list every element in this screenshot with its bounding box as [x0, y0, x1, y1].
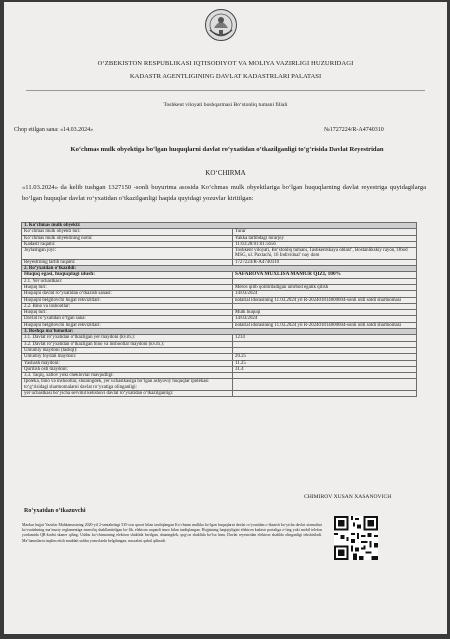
- section-title: 2. Ro‘yxatdan o‘tkazildi:: [22, 266, 417, 272]
- field-value: [233, 391, 417, 397]
- intro-paragraph: «11.03.2024» da kelib tushgan 1327150 -sonli buyurtma asosida Ko‘chmas mulk obyektlariga bo‘lgan huquqlarning davlat reyestriga quyidagilarga bo‘lgan huquqlar davlat ro‘yxatidan o‘tkazilganligi haqida quyidagi yozuvlar kiritilgan:: [22, 184, 426, 202]
- field-value: notarial idorasining 11.03.2024 yil R-202401814000604-sonli oldi sotdi shartnomasi: [233, 322, 417, 328]
- field-label: Kadastr raqami:: [22, 241, 233, 247]
- agency-title: KADASTR AGENTLIGINING DAVLAT KADASTRLARI PALATASI: [129, 73, 322, 80]
- field-value: 1727224/R-A4740310: [233, 259, 417, 265]
- field-value: Meros qilib qoldiriladigan umrbod egalik qilish: [233, 284, 417, 290]
- field-value: Turar: [233, 229, 417, 235]
- branch-name: Toshkent viloyati boshqarmasi Bo‘stonliq tumani filiali: [163, 102, 288, 108]
- field-label: 3.1. Davlat ro‘yxatidan o‘tkazilgan yer maydoni (kv.m.):: [22, 335, 233, 341]
- header-divider: [26, 90, 425, 91]
- field-label: Huquqni belgilovchi hujjat rekvizitlari:: [22, 322, 233, 328]
- field-value: SAFAROVA MUXLISA MAMUR QIZI, 100%: [233, 272, 417, 278]
- document-subject: Ko‘chmas mulk obyektiga bo‘lgan huquqlarni davlat ro‘yxatidan o‘tkazilganligi to‘g‘risida Davlat Reyestridan: [70, 146, 384, 153]
- state-emblem-icon: [204, 8, 238, 42]
- field-label: Huquq turi:: [22, 310, 233, 316]
- field-value: 14/03/2024: [233, 316, 417, 322]
- field-value: 31.4: [233, 366, 417, 372]
- field-label: Huquqni belgilovchi hujjat rekvizitlari:: [22, 297, 233, 303]
- field-value: Mulk huquqi: [233, 310, 417, 316]
- table-row: [22, 391, 417, 397]
- document-type: KO‘CHIRMA: [205, 169, 246, 177]
- field-label: 3.3. Taqiq, xatlov yoki cheklovlar mavjudligi:: [22, 373, 233, 379]
- document-page: [4, 2, 447, 634]
- field-label: Huquqni davlat ro‘yxatidan o‘tkazish sanasi:: [22, 291, 233, 297]
- field-label: 2.2. Bino va inshootlar:: [22, 303, 233, 309]
- field-label: yer uchastkasi bo‘yicha servitut kelishuvi davlat ro‘yxatidan o‘tkazilganligi:: [22, 391, 233, 397]
- field-label: Huquq turi:: [22, 284, 233, 290]
- field-value: 11.25: [233, 360, 417, 366]
- field-label: Yashash maydoni:: [22, 360, 233, 366]
- section-title: 3. Boshqa ma’lumotlar:: [22, 329, 417, 335]
- field-label: Huquq egasi, huquqdagi ulush:: [22, 272, 233, 278]
- field-value: Toshkent viloyati, Bo‘stonliq tumani, Tashkentskaya oblast’, Bostanlikskiy rayon, Obod MSG, ul. Paxtachi, 16 Individual’ nay dom: [233, 248, 417, 260]
- field-label: Umumiy maydoni (tashqi):: [22, 347, 233, 353]
- qr-code-icon[interactable]: [334, 516, 378, 560]
- table-row: [22, 379, 417, 391]
- field-value: 1214: [233, 335, 417, 341]
- field-value: [233, 379, 417, 391]
- field-value: Yakka tartibdagi turarjoy: [233, 235, 417, 241]
- field-label: Davlat ro‘yxatidan o‘tgan sana:: [22, 316, 233, 322]
- legal-footnote: Mazkur hujjat Vazirlar Mahkamasining 2020-yil 2-sentabrdagi 535-son qarori bilan tasdiqlangan Ko‘chmas mulkka bo‘lgan huquqlarni davlat ro‘yxatidan o‘tkazish bo‘yicha davlat xizmatlari ko‘rsatishning ma’muriy reglamentiga muvofiq shakllantirilgan bo‘lib, elektron raqamli imzo bilan tasdiqlangan. Hujjatning haqiqiyligini elektron kadastr portaliga o‘ting yoki mobil telefon yordamida QR-kodni skaner qiling. Ushbu ko‘chirmaning elektron shaklida berilgan, shuningdek, qog‘oz shaklida bo‘lsa ham, Davlat reyestridan elektron shaklda olinganligi tekshiriladi. Ma’lumotlarni taqdim etish muddati ushbu yozuvlarda belgilangan, nusxalari qabul qilinadi.: [22, 523, 322, 543]
- field-value: 11:03:28:01:01:5656: [233, 241, 417, 247]
- table-row: [22, 248, 417, 260]
- field-label: 3.2. Davlat ro‘yxatidan o‘tkazilgan bino va inshootlar maydoni (kv.m.):: [22, 341, 233, 347]
- document-number: №1727224/R-A4740310: [324, 127, 384, 133]
- field-label: 2.1. Yer uchastkasi:: [22, 278, 233, 284]
- registry-table: [21, 222, 417, 397]
- field-label: Joylashgan joyi:: [22, 248, 233, 260]
- field-value: 14/03/2024: [233, 291, 417, 297]
- field-label: Ko‘chmas mulk obyektining nomi:: [22, 235, 233, 241]
- field-value: 20.25: [233, 354, 417, 360]
- registrar-name: CHIMIROV XUSAN XASANOVICH: [304, 494, 392, 500]
- field-label: Reyestrning tartib raqami:: [22, 259, 233, 265]
- field-label: Umumiy foydali maydoni:: [22, 354, 233, 360]
- section-title: 1. Ko‘chmas mulk obyekti:: [22, 223, 417, 229]
- print-date: Chop etilgan sana: «14.03.2024»: [14, 127, 94, 133]
- field-value: notarial idorasining 11.03.2024 yil R-202401814000604-sonli oldi sotdi shartnomasi: [233, 297, 417, 303]
- field-label: Qurilish osti maydoni:: [22, 366, 233, 372]
- registrar-caption: Ro‘yxatdan o‘tkazuvchi: [24, 508, 86, 514]
- field-label: Ipoteka, bino va inshootlar, shuningdek, yer uchastkasiga bo‘lgan ashyoviy huquqlar ipotekasi to‘g‘risidagi shartnomalarni davlat ro‘yxatiga olinganligi:: [22, 379, 233, 391]
- field-label: Ko‘chmas mulk obyekti turi:: [22, 229, 233, 235]
- ministry-title: O‘ZBEKISTON RESPUBLIKASI IQTISODIYOT VA MOLIYA VAZIRLIGI HUZURIDAGI: [97, 60, 354, 67]
